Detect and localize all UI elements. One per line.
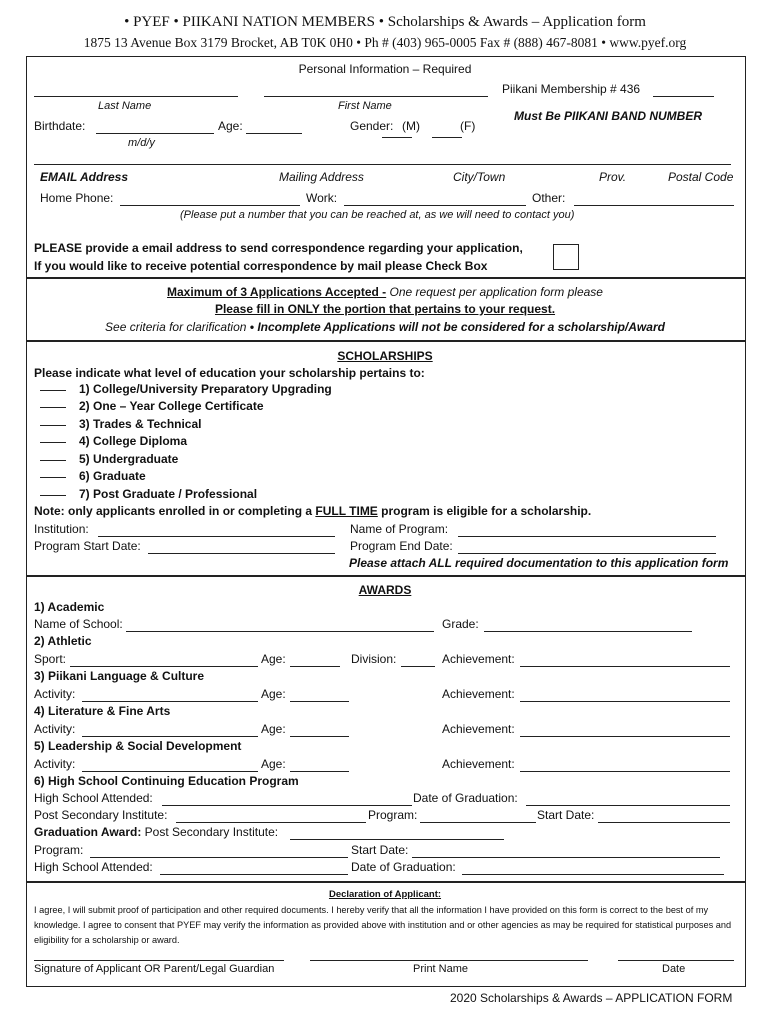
leadership-activity-label: Activity: [34,757,76,771]
level-item: 4) College Diploma [79,434,188,448]
grad-start-date-line[interactable] [412,857,720,858]
age-line[interactable] [246,133,302,134]
program-end-label: Program End Date: [350,539,453,553]
city-label: City/Town [453,170,506,184]
mailing-address-label: Mailing Address [279,170,364,184]
birthdate-label: Birthdate: [34,119,86,133]
literature-activity-line[interactable] [82,736,258,737]
scholarships-title: SCHOLARSHIPS [337,349,433,363]
awards-title: AWARDS [358,583,412,597]
declaration-title: Declaration of Applicant: [328,889,442,900]
leadership-achievement-line[interactable] [520,771,730,772]
hs-grad-date-label: Date of Graduation: [413,791,518,805]
attach-documentation-note: Please attach ALL required documentation to this application form [349,556,729,570]
literature-achievement-label: Achievement: [442,722,515,736]
date-format-hint: m/d/y [128,137,155,149]
level-item: 3) Trades & Technical [79,417,202,431]
address-line[interactable] [34,164,731,165]
gender-m-label: (M) [402,119,420,133]
work-phone-line[interactable] [344,205,526,206]
form-header-title: • PYEF • PIIKANI NATION MEMBERS • Scholarships & Awards – Application form [124,14,646,30]
hs-program-label: Program: [368,808,418,822]
institution-label: Institution: [34,522,89,536]
leadership-achievement-label: Achievement: [442,757,515,771]
level-check-line[interactable] [40,425,66,426]
graduation-award-label: Graduation Award: [34,825,142,839]
email-correspondence-note: PLEASE provide a email address to send correspondence regarding your application, [34,241,523,255]
birthdate-line[interactable] [96,133,214,134]
hs-program-line[interactable] [420,822,536,823]
level-check-line[interactable] [40,390,66,391]
date-label: Date [662,963,686,975]
home-phone-line[interactable] [120,205,300,206]
institution-line[interactable] [98,536,335,537]
sport-label: Sport: [34,652,67,666]
other-phone-line[interactable] [574,205,734,206]
education-level-prompt: Please indicate what level of education your scholarship pertains to: [34,366,425,380]
hs-start-date-label: Start Date: [537,808,595,822]
post-secondary-label: Post Secondary Institute: [34,808,168,822]
work-phone-label: Work: [306,191,338,205]
email-label: EMAIL Address [40,170,129,184]
date-line[interactable] [618,960,734,961]
literature-activity-label: Activity: [34,722,76,736]
signature-label: Signature of Applicant OR Parent/Legal Guardian [34,963,275,975]
literature-age-label: Age: [261,722,286,736]
athletic-age-line[interactable] [290,666,340,667]
grad-post-secondary-line[interactable] [290,839,504,840]
declaration-text: I agree, I will submit proof of participation and other required documents. I hereby verify that all the information I have provided on this form is correct to the best of my knowledge. I agree to consent that PYEF may verify the information as provided above with institution and or other agencies as may be required for statistical purposes and eligibility for a scholarship or award. [34,905,732,945]
form-footer: 2020 Scholarships & Awards – APPLICATION FORM [450,991,733,1005]
grad-date-label: Date of Graduation: [351,860,456,874]
gender-label: Gender: [350,119,394,133]
home-phone-label: Home Phone: [40,191,114,205]
print-name-line[interactable] [310,960,588,961]
school-name-line[interactable] [126,631,434,632]
first-name-line[interactable] [264,96,488,97]
grad-post-secondary-label: Post Secondary Institute: [141,825,279,839]
level-check-line[interactable] [40,460,66,461]
grad-program-line[interactable] [90,857,348,858]
level-item: 5) Undergraduate [79,452,179,466]
hs-attended-label: High School Attended: [34,791,153,805]
program-name-line[interactable] [458,536,716,537]
first-name-label: First Name [338,100,392,112]
literature-achievement-line[interactable] [520,736,730,737]
full-time-note: Note: only applicants enrolled in or completing a FULL TIME program is eligible for a scholarship. [34,504,592,518]
program-end-line[interactable] [458,553,716,554]
phone-note: (Please put a number that you can be reached at, as we will need to contact you) [180,209,575,221]
hs-attended-line[interactable] [162,805,412,806]
personal-info-title: Personal Information – Required [298,62,472,76]
grad-hs-attended-line[interactable] [160,874,348,875]
leadership-age-line[interactable] [290,771,349,772]
leadership-activity-line[interactable] [82,771,258,772]
incomplete-warning: • Incomplete Applications will not be considered for a scholarship/Award [249,320,665,334]
mail-correspondence-checkbox[interactable] [553,244,579,270]
gender-f-line[interactable] [432,137,462,138]
academic-heading: 1) Academic [34,600,105,614]
signature-line[interactable] [34,960,284,961]
program-name-label: Name of Program: [350,522,449,536]
program-start-line[interactable] [148,553,335,554]
division-label: Division: [351,652,397,666]
postal-code-label: Postal Code [668,170,734,184]
language-achievement-label: Achievement: [442,687,515,701]
leadership-age-label: Age: [261,757,286,771]
language-activity-line[interactable] [82,701,258,702]
grad-start-date-label: Start Date: [351,843,409,857]
level-item: 1) College/University Preparatory Upgrading [79,382,332,396]
level-check-line[interactable] [40,495,66,496]
membership-label: Piikani Membership # 436 [502,82,641,96]
other-phone-label: Other: [532,191,566,205]
leadership-heading: 5) Leadership & Social Development [34,739,242,753]
gender-m-line[interactable] [382,137,412,138]
age-label: Age: [218,119,243,133]
level-item: 6) Graduate [79,469,146,483]
level-check-line[interactable] [40,442,66,443]
school-name-label: Name of School: [34,617,123,631]
post-secondary-line[interactable] [176,822,366,823]
literature-age-line[interactable] [290,736,349,737]
form-header-address: 1875 13 Avenue Box 3179 Brocket, AB T0K 0H0 • Ph # (403) 965-0005 Fax # (888) 467-8081 • www.pyef.org [83,35,687,50]
level-item: 2) One – Year College Certificate [79,399,264,413]
criteria-note [26,320,744,334]
graduation-award-row [34,825,278,839]
sport-line[interactable] [70,666,258,667]
hs-grad-date-line[interactable] [526,805,730,806]
grade-line[interactable] [484,631,692,632]
one-request-note: One request per application form please [386,285,603,299]
grade-label: Grade: [442,617,479,631]
program-start-label: Program Start Date: [34,539,141,553]
language-achievement-line[interactable] [520,701,730,702]
fill-portion-note: Please fill in ONLY the portion that pertains to your request. [214,302,556,316]
max-applications-note [26,285,744,299]
province-label: Prov. [599,170,627,184]
membership-line[interactable] [653,96,714,97]
grad-date-line[interactable] [462,874,724,875]
criteria-label: See criteria for clarification [105,320,250,334]
athletic-achievement-line[interactable] [520,666,730,667]
level-check-line[interactable] [40,407,66,408]
language-activity-label: Activity: [34,687,76,701]
language-culture-heading: 3) Piikani Language & Culture [34,669,205,683]
athletic-achievement-label: Achievement: [442,652,515,666]
grad-program-label: Program: [34,843,84,857]
literature-arts-heading: 4) Literature & Fine Arts [34,704,171,718]
level-check-line[interactable] [40,477,66,478]
gender-f-label: (F) [460,119,476,133]
mail-correspondence-note: If you would like to receive potential correspondence by mail please Check Box [34,259,488,273]
last-name-line[interactable] [34,96,238,97]
high-school-program-heading: 6) High School Continuing Education Program [34,774,299,788]
grad-hs-attended-label: High School Attended: [34,860,153,874]
language-age-label: Age: [261,687,286,701]
division-line[interactable] [401,666,435,667]
hs-start-date-line[interactable] [598,822,730,823]
print-name-label: Print Name [413,963,469,975]
athletic-heading: 2) Athletic [34,634,92,648]
band-number-note: Must Be PIIKANI BAND NUMBER [514,109,703,123]
athletic-age-label: Age: [261,652,286,666]
level-item: 7) Post Graduate / Professional [79,487,258,501]
language-age-line[interactable] [290,701,349,702]
last-name-label: Last Name [98,100,152,112]
max-applications-label: Maximum of 3 Applications Accepted - [167,285,387,299]
